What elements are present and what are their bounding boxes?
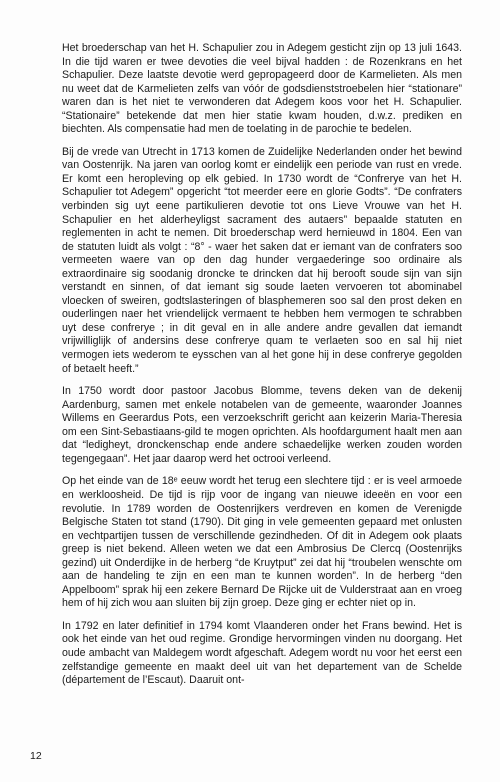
page-number: 12 [30,750,42,762]
paragraph-schapulier: Het broederschap van het H. Schapulier zou in Adegem gesticht zijn op 13 juli 1643. In die tijd waren er twee devoties die veel bijval hadden : de Rozenkrans en het Schapulier. Deze laatste devotie werd gepropageerd door de Karmelieten. Als men nu weet dat de Karmelieten zelfs van vóór de godsdienststroebelen hier “stationare” waren dan is het niet te verwonderen dat Adegem koos voor het H. Schapulier. “Stationaire” betekende dat men hier statie kwam houden, d.w.z. prediken en biechten. Als compensatie had men de toelating in de parochie te bedelen. [62,42,462,136]
paragraph-vrede-van-utrecht: Bij de vrede van Utrecht in 1713 komen de Zuidelijke Nederlanden onder het bewind van Oostenrijk. Na jaren van oorlog komt er eindelijk een periode van rust en vrede. Er komt een heropleving op elk gebied. In 1730 wordt de “Confrerye van het H. Schapulier tot Adegem” opgericht “tot meerder eere en glorie Godts”. “De confraters verbinden sig uyt eene partikulieren devotie tot ons Lieve Vrouwe van het H. Schapulier en het alderheyligst sacrament des autaers” bepaalde statuten en reglementen in acht te nemen. Dit broederschap werd hernieuwd in 1804. Een van de statuten luidt als volgt : “8° - waer het saken dat er iemant van de confraters soo vermeeten waere van op den dag hunder vergaederinge soo ordinaire als extraordinaire sig soodanig droncke te drincken dat hij berooft soude sijn van sijn verstandt en sinnen, of dat iemant sig soude laeten vervoeren tot abominabel vloecken of sweiren, godtslasteringen of blasphemeren soo sal den prost deken en ouderlingen naer het vriendelijck vermaent te hebben hem vermogen te schrabben uyt dese confrerye ; in dit geval en in alle andere andre gevallen dat iemandt vrijwilliglijk of andersins dese confrerye quam te verlaeten soo en sal hij niet vermogen iets wederom te eysschen van al het gone hij in dese confrerye gegolden of betaelt heeft.” [62,145,462,375]
paragraph-frans-bewind: In 1792 en later definitief in 1794 komt Vlaanderen onder het Frans bewind. Het is ook het einde van het oud regime. Grondige hervormingen vinden nu doorgang. Het oude ambacht van Maldegem wordt afgeschaft. Adegem wordt nu voor het eerst een zelfstandige gemeente en maakt deel uit van het departement van de Schelde (département de l’Escaut). Daaruit ont- [62,619,462,687]
paragraph-einde-18e-eeuw: Op het einde van de 18ᵉ eeuw wordt het terug een slechtere tijd : er is veel armoede en werkloosheid. De tijd is rijp voor de ingang van nieuwe ideeën en voor een revolutie. In 1789 worden de Oostenrijkers verdreven en komen de Verenigde Belgische Staten tot stand (1790). Dit ging in vele gemeenten gepaard met onlusten en vechtpartijen tussen de verschillende gezindheden. Of dit in Adegem ook plaats greep is niet bekend. Alleen weten we dat een Ambrosius De Clercq (Oostenrijks gezind) uit Onderdijke in de herberg “de Kruytput” zei dat hij “troubelen wenschte om aan de handeling te zijn en een man te kunnen worden”. In de herberg “den Appelboom” sprak hij een zekere Bernard De Rijcke uit de Vulderstraat aan en vroeg hem of hij zich wou aan sluiten bij zijn groep. Deze ging er echter niet op in. [62,475,462,610]
body-text [62,42,462,697]
paragraph-sint-sebastiaansgild: In 1750 wordt door pastoor Jacobus Blomme, tevens deken van de dekenij Aardenburg, samen met enkele notabelen van de gemeente, waaronder Joannes Willems en Geerardus Pots, een verzoekschrift gericht aan keizerin Maria-Theresia om een Sint-Sebastiaans-gild te mogen oprichten. Als hoofdargument haalt men aan dat “ledigheyt, dronckenschap ende andere schaedelijke werken zouden worden tegengegaan”. Het jaar daarop werd het octrooi verleend. [62,385,462,465]
